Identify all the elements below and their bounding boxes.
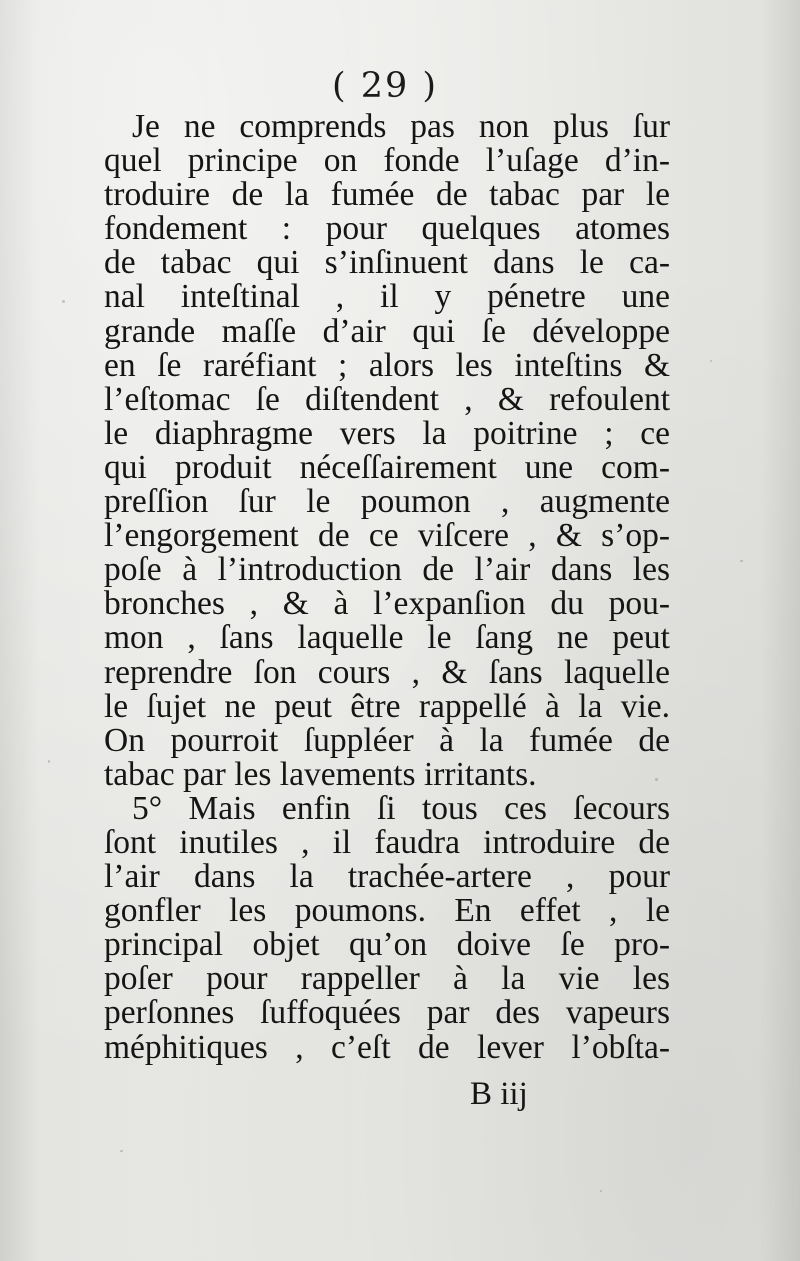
- text-line: nal inteſtinal , il y pénetre une: [104, 278, 670, 316]
- text-line: Je ne comprends pas non plus ſur: [132, 108, 670, 145]
- text-line: grande maſſe d’air qui ſe développe: [104, 312, 670, 350]
- text-line: 5° Mais enfin ſi tous ces ſecours: [132, 789, 670, 827]
- paper-speck: [740, 560, 743, 562]
- text-line: l’eſtomac ſe diſtendent , & refoulent: [104, 380, 670, 418]
- catchword: B iij: [470, 1076, 528, 1112]
- text-line: tabac par les lavements irritants.: [104, 755, 537, 793]
- paper-speck: [600, 1190, 602, 1192]
- page-number: ( 29 ): [331, 66, 439, 106]
- body-text: [104, 110, 670, 1065]
- text-line: le diaphragme vers la poitrine ; ce: [104, 414, 670, 452]
- paper-speck: [62, 300, 65, 303]
- text-line: l’air dans la trachée-artere , pour: [104, 858, 670, 896]
- text-line: le ſujet ne peut être rappellé à la vie.: [104, 687, 670, 725]
- text-line: poſe à l’introduction de l’air dans les: [104, 551, 670, 589]
- text-line: gonfler les poumons. En effet , le: [104, 892, 670, 930]
- text-line: fondement : pour quelques atomes: [104, 210, 670, 248]
- text-line: qui produit néceſſairement une com-: [104, 448, 670, 486]
- text-line: en ſe raréfiant ; alors les inteſtins &: [104, 346, 670, 384]
- text-line: perſonnes ſuffoquées par des vapeurs: [104, 994, 670, 1032]
- text-line: troduire de la fumée de tabac par le: [104, 176, 670, 214]
- text-line: reprendre ſon cours , & ſans laquelle: [104, 653, 670, 691]
- text-line: mon , ſans laquelle le ſang ne peut: [104, 619, 670, 657]
- text-line: bronches , & à l’expanſion du pou-: [104, 585, 670, 623]
- paper-speck: [120, 1150, 123, 1152]
- text-line: méphitiques , c’eſt de lever l’obſta-: [104, 1028, 670, 1066]
- paper-speck: [710, 360, 712, 362]
- text-line: On pourroit ſuppléer à la fumée de: [104, 721, 670, 759]
- text-line: preſſion ſur le poumon , augmente: [104, 483, 670, 521]
- text-line: poſer pour rappeller à la vie les: [104, 960, 670, 998]
- text-line: ſont inutiles , il faudra introduire de: [104, 823, 670, 861]
- paper-speck: [655, 778, 658, 781]
- text-line: principal objet qu’on doive ſe pro-: [104, 926, 670, 964]
- text-line: quel principe on fonde l’uſage d’in-: [104, 142, 670, 180]
- paper-speck: [48, 760, 50, 763]
- text-line: de tabac qui s’inſinuent dans le ca-: [104, 244, 670, 282]
- text-line: l’engorgement de ce viſcere , & s’op-: [104, 517, 670, 555]
